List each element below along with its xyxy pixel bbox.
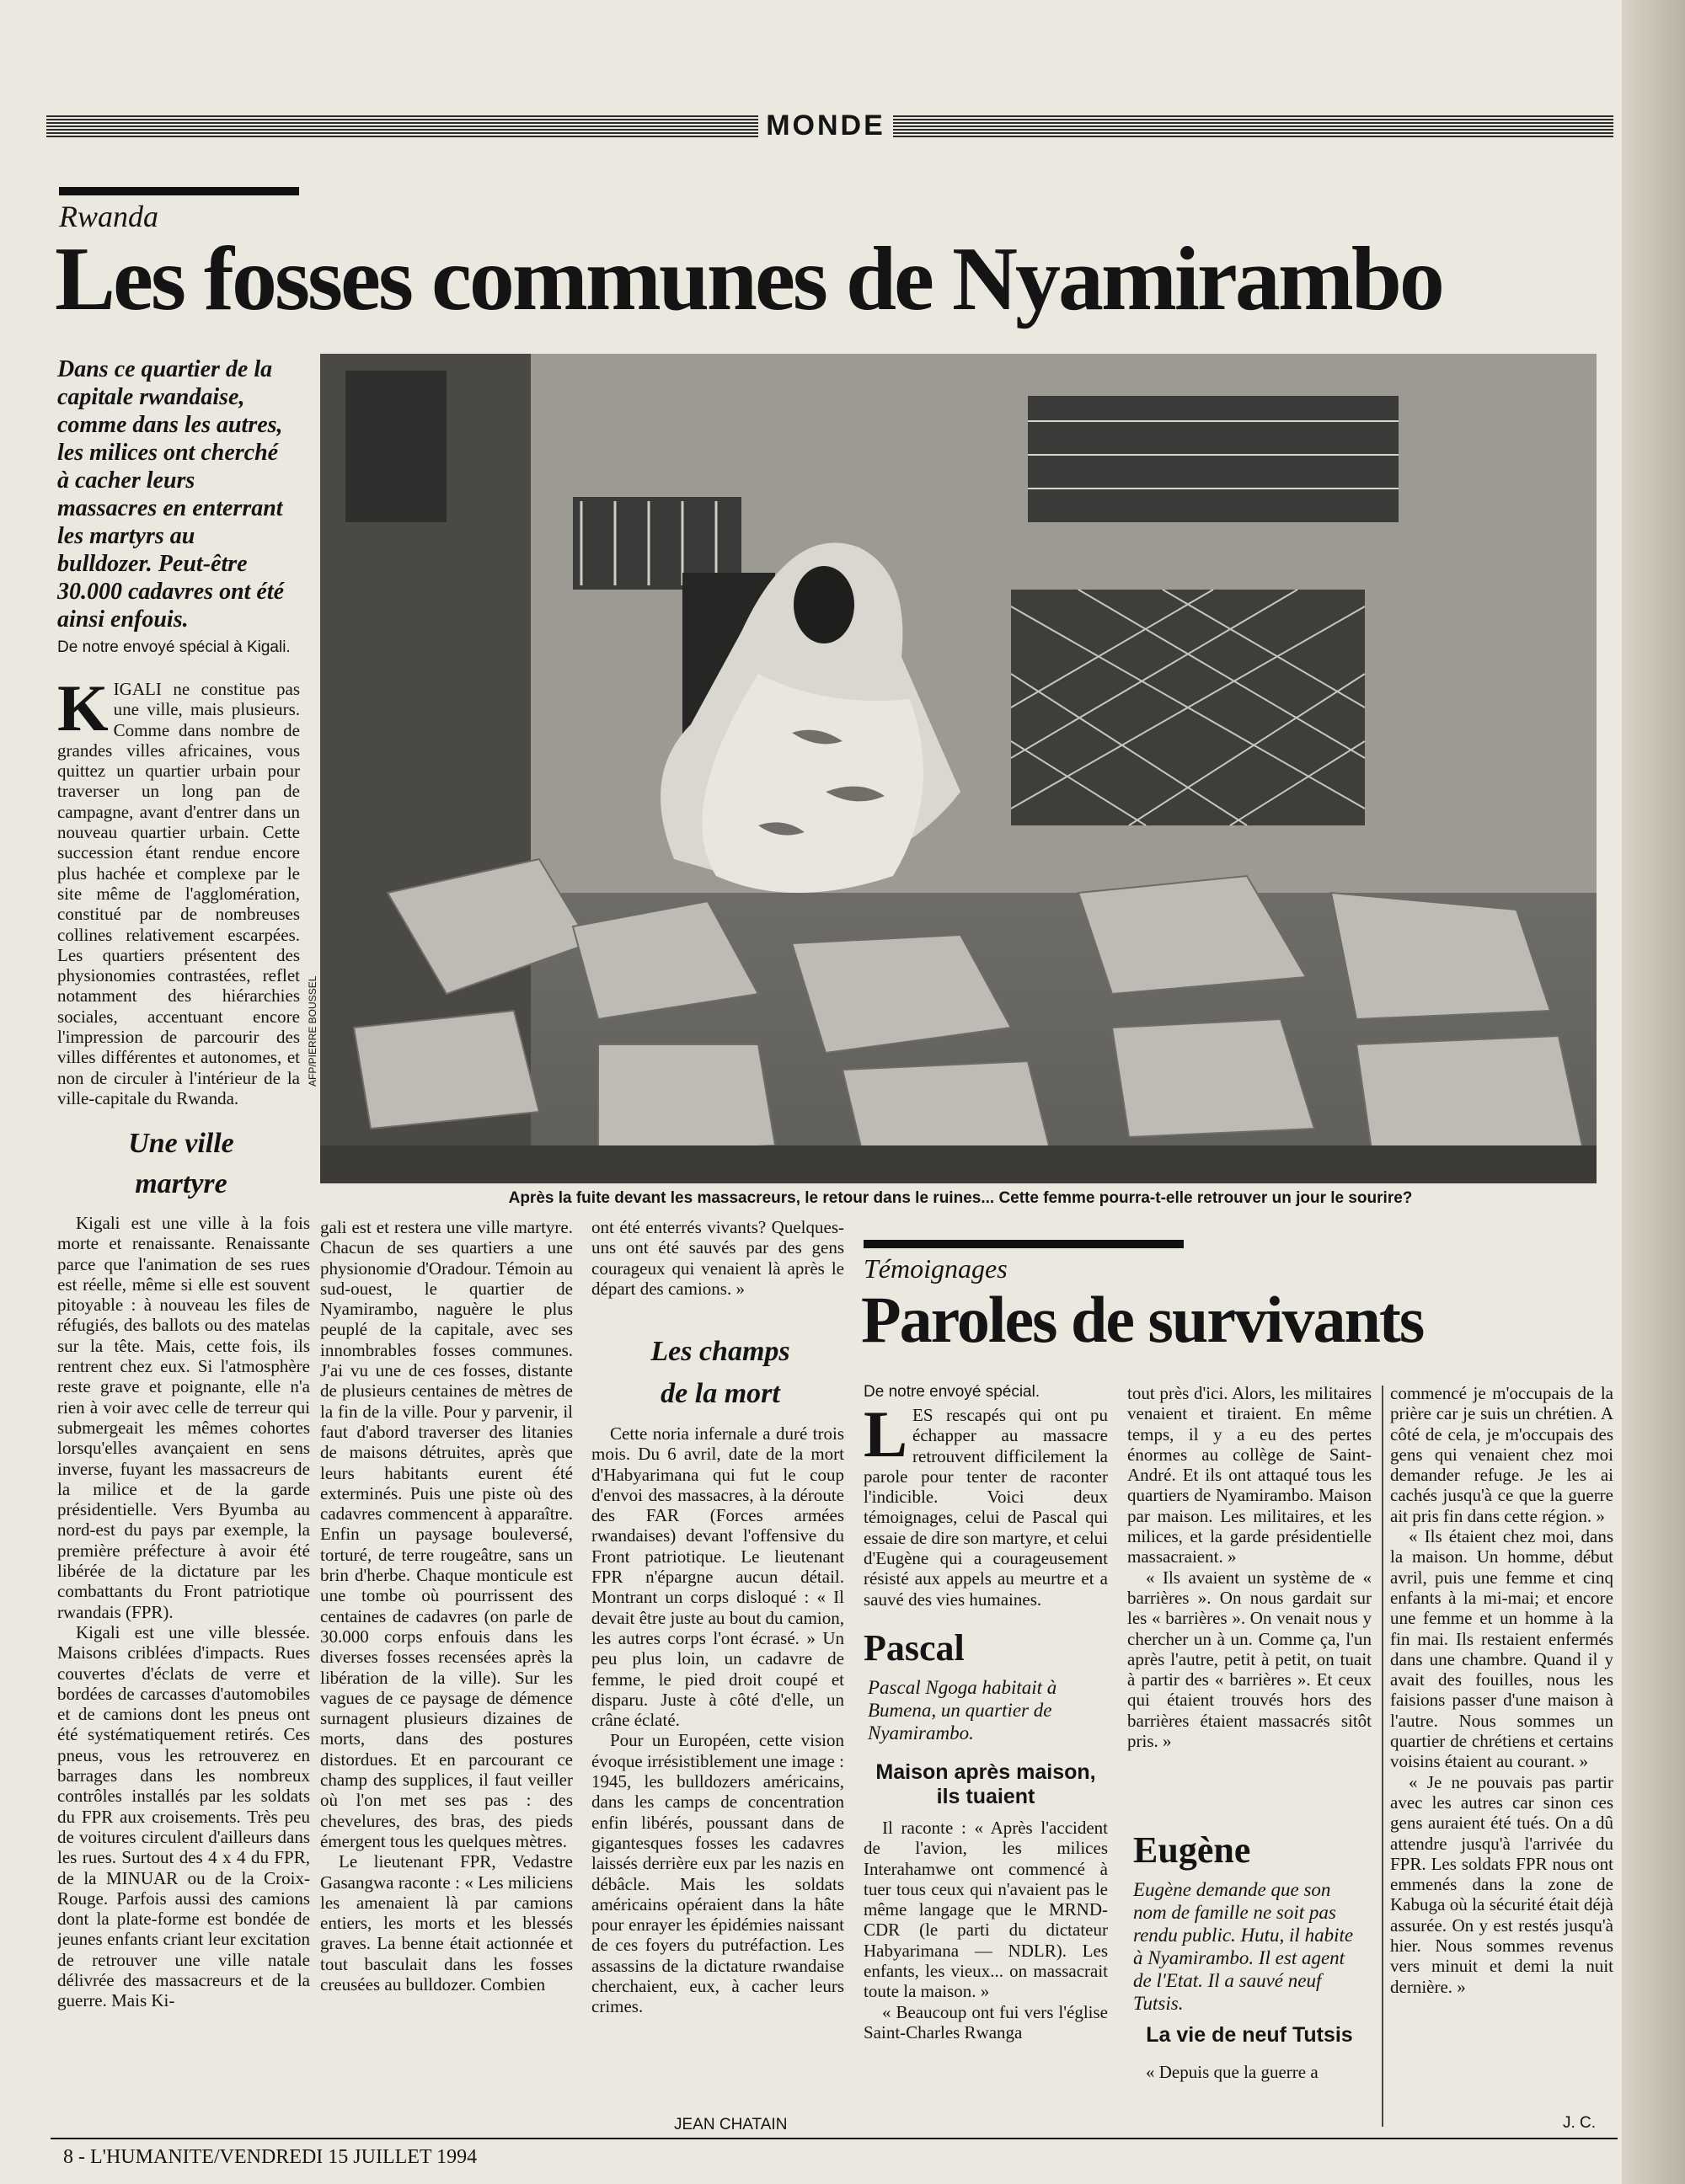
paragraph: « Depuis que la guerre a [1146, 2062, 1319, 2082]
eugene-subheading: La vie de neuf Tutsis [1146, 2023, 1353, 2047]
signature-jc: J. C. [1563, 2114, 1597, 2132]
article-chapo: Dans ce quartier de la capitale rwandaise, comme dans les autres, les milices ont cherché à cacher leurs massacres en enterrant les martyrs au bulldozer. Peut-être 30.000 cadavres ont été ainsi enfouis. [57, 356, 285, 633]
kicker-rule [59, 187, 299, 195]
kicker-rule-2 [864, 1240, 1184, 1248]
author-signature: JEAN CHATAIN [674, 2116, 788, 2133]
paragraph: Cette noria infernale a duré trois mois. Du 6 avril, date de la mort d'Habyarimana qui fut le coup d'envoi des massacres, à la déroute des FAR (Forces armées rwandaises) devant l'offensive du Front patriotique. Le lieutenant FPR n'épargne aucun détail. Montrant un corps disloqué : « Il devait être juste au bout du camion, les autres corps l'ont écrasé. » Un peu plus loin, un cadavre de femme, le pied droit coupé et disparu. Juste à côté d'elle, un crâne éclaté. [591, 1423, 844, 1731]
byline: De notre envoyé spécial à Kigali. [57, 638, 291, 656]
paragraph: « Beaucoup ont fui vers l'église Saint-Charles Rwanga [864, 2001, 1108, 2042]
paragraph: « Je ne pouvais pas partir avec les autres car sinon ces gens auraient été tués. On a dû attendre jusqu'à l'arrivée du FPR. Les soldats FPR nous ont emmenés dans la zone de Kabuga où la sécurité était déjà assurée. On y est restés jusqu'à hier. Nous sommes revenus vers minuit et demi la nuit dernière. » [1390, 1771, 1613, 1997]
paragraph: tout près d'ici. Alors, les militaires venaient et tiraient. En même temps, il y a eu des pertes énormes au collège de Saint-André. Et ils ont attaqué tous les quartiers de Nyamirambo. Maison par maison. Les militaires, et les milices, et la garde présidentielle massacraient. » [1127, 1383, 1372, 1567]
subhead-de-la-mort: de la mort [661, 1378, 780, 1409]
eugene-heading: Eugène [1133, 1829, 1251, 1871]
page-edge [1622, 0, 1685, 2184]
article2-headline: Paroles de survivants [861, 1283, 1424, 1356]
column-divider [1382, 1386, 1383, 2127]
article-kicker: Rwanda [59, 200, 159, 233]
pascal-heading: Pascal [864, 1627, 965, 1669]
pascal-subheading: Maison après maison, ils tuaient [875, 1760, 1096, 1808]
article-column-3 [591, 1423, 844, 2114]
subhead-martyre: martyre [135, 1168, 227, 1199]
eugene-intro: Eugène demande que son nom de famille ne soit pas rendu public. Hutu, il habite à Nyamirambo. Il est agent de l'Etat. Il a sauvé neuf Tutsis. [1133, 1879, 1354, 2014]
lead-paragraph: IGALI ne constitue pas une ville, mais plusieurs. Comme dans nombre de grandes villes africaines, vous quittez un quartier urbain pour traverser un long pan de campagne, avant d'entrer dans un nouveau quartier urbain. Cette succession étant rendue encore plus hachée et complexe par le site même de l'agglomération, constitué par de nombreuses collines relativement escarpées. Les quartiers présentent des physionomies contrastées, reflet notamment des hiérarchies sociales, accentuant encore l'impression de parcourir des villes différentes et autonomes, et non de circuler à l'intérieur de la ville-capitale du Rwanda. [57, 679, 300, 1108]
subhead-les-champs: Les champs [650, 1336, 790, 1367]
paragraph: Pour un Européen, cette vision évoque irrésistiblement une image : 1945, les bulldozers américains, dans les camps de concentration enfin libérés, poussant dans de gigantesques fosses les cadavres laissés derrière eux par les nazis en débâcle. Mais les soldats américains opéraient dans la hâte pour enrayer les épidémies naissant de ces foyers du putréfaction. Les assassins de la dictature rwandaise cherchaient, eux, à cacher leurs crimes. [591, 1730, 844, 2017]
article2-column-1-lead [864, 1405, 1108, 1624]
section-label: MONDE [758, 108, 893, 142]
paragraph: « Ils étaient chez moi, dans la maison. Un homme, début avril, puis une femme et cinq enfants à la mi-mai; et encore une femme et un homme à la fin mai. Ils restaient enfermés dans une chambre. Quand il y avait des fouilles, nous les faisions passer d'une maison à l'autre. Nous sommes un quartier de chrétiens et certains voisins étaient au courant. » [1390, 1526, 1613, 1772]
drop-cap: K [57, 679, 109, 745]
article-column-1 [57, 1213, 310, 2139]
drop-cap-2: L [864, 1405, 908, 1471]
article2-kicker: Témoignages [864, 1253, 1008, 1284]
article-column-1-lead [57, 679, 300, 1127]
paragraph: Kigali est une ville à la fois morte et renaissante. Renaissante parce que l'animation de ses rues est réelle, même si elle est souvent pitoyable : à nouveau les files de réfugiés, des ballots ou des matelas sur la tête. Mais, cette fois, ils rentrent chez eux. Si l'atmosphère reste grave et poignante, elle n'a rien à voir avec celle de terreur qui submergeait les mêmes cohortes lorsqu'elles avançaient en sens inverse, fuyant les massacreurs de la milice et de la garde présidentielle. Vers Byumba au nord-est du pays par exemple, la première préfecture à avoir été libérée de la dictature par les combattants du Front patriotique rwandais (FPR). [57, 1213, 310, 1622]
article-column-3-top [591, 1217, 844, 1333]
paragraph: Il raconte : « Après l'accident de l'avion, les milices Interahamwe ont commencé à tuer tous ceux qui n'avaient pas le même langage que le MRND-CDR (le parti du dictateur Habyarimana — NDLR). Les enfants, les vieux... on massacrait toute la maison. » [864, 1818, 1108, 2002]
paragraph: commencé je m'occupais de la prière car je suis un chrétien. A côté de cela, je m'occupais des gens qui venaient chez moi demander refuge. Je les ai cachés jusqu'à ce que la guerre ait pris fin dans cette région. » [1390, 1383, 1613, 1526]
article2-column-1 [864, 1818, 1108, 2133]
pascal-intro: Pascal Ngoga habitait à Bumena, un quartier de Nyamirambo. [868, 1677, 1057, 1743]
bottom-rule [51, 2138, 1618, 2139]
photo-caption: Après la fuite devant les massacreurs, le retour dans le ruines... Cette femme pourra-t-elle retrouver un jour le sourire? [508, 1189, 1413, 1207]
ruins-photo-illustration [320, 354, 1597, 1183]
paragraph: ont été enterrés vivants? Quelques-uns ont été sauvés par des gens courageux qui venaient là après le départ des camions. » [591, 1217, 844, 1299]
article2-column-3 [1390, 1383, 1613, 2116]
paragraph: Le lieutenant FPR, Vedastre Gasangwa raconte : « Les miliciens les amenaient là par camions entiers, les morts et les blessés graves. La benne était actionnée et tout basculait dans les fosses creusées au bulldozer. Combien [320, 1851, 573, 1994]
article2-byline: De notre envoyé spécial. [864, 1383, 1040, 1401]
article2-column-2-tail [1127, 2062, 1372, 2096]
page-footer: 8 - L'HUMANITE/VENDREDI 15 JUILLET 1994 [63, 2146, 478, 2168]
news-photo [320, 354, 1597, 1183]
article-headline: Les fosses communes de Nyamirambo [55, 229, 1442, 329]
article2-column-2 [1127, 1383, 1372, 1825]
paragraph: gali est et restera une ville martyre. Chacun de ses quartiers a une physionomie d'Oradour. Témoin au sud-ouest, le quartier de Nyamirambo, naguère le plus peuplé de la capitale, avec ses innombrables fosses communes. J'ai vu une de ces fosses, distante de plusieurs centaines de mètres de la fin de la ville. Pour y parvenir, il faut d'abord traverser des litanies de maisons détruites, après que leurs habitants eurent été exterminés. Puis une piste où des cadavres commencent à apparaître. Enfin un paysage bouleversé, torturé, de terre rougeâtre, sans un brin d'herbe. Chaque monticule est une tombe où pourrissent des centaines de cadavres (on parle de 30.000 corps enfouis dans les diverses fosses recensées après la libération de la ville). Sur les vagues de ce paysage de démence surnagent plusieurs dizaines de morts, dans des postures distordues. Et en parcourant ce champ des supplices, il faut veiller où l'on met ses pas : des chevelures, des bras, des pieds émergent tous les quelques mètres. [320, 1217, 573, 1851]
article-column-2 [320, 1217, 573, 2135]
lead-paragraph: ES rescapés qui ont pu échapper au massacre retrouvent difficilement la parole pour tenter de raconter l'indicible. Voici deux témoignages, celui de Pascal qui essaie de dire son martyre, et celui d'Eugène qui a courageusement résisté aux appels au meurtre et a sauvé des vies humaines. [864, 1405, 1108, 1610]
photo-credit: AFP/PIERRE BOUSSEL [307, 975, 318, 1087]
paragraph: « Ils avaient un système de « barrières ». On nous gardait sur les « barrières ». On venait nous y chercher un à un. Comme ça, l'un après l'autre, petit à petit, on tuait à partir des « barrières ». Et ceux qui étaient trouvés hors des barrières étaient massacrés sitôt pris. » [1127, 1567, 1372, 1752]
paragraph: Kigali est une ville blessée. Maisons criblées d'impacts. Rues couvertes d'éclats de verre et bordées de carcasses d'automobiles et de camions dont les pneus ont été systématiquement retirés. Ces pneus, vous les retrouverez en barrages dans les nombreux contrôles installés par les soldats du FPR aux croisements. Très peu de voitures circulent d'ailleurs dans les rues. Surtout des 4 x 4 du FPR, de la MINUAR ou de la Croix-Rouge. Parfois aussi des camions dont la plate-forme est bondée de jeunes enfants criant leur excitation de retrouver une ville natale délivrée des massacreurs et de la guerre. Mais Ki- [57, 1621, 310, 2011]
subhead-une-ville: Une ville [128, 1128, 234, 1159]
